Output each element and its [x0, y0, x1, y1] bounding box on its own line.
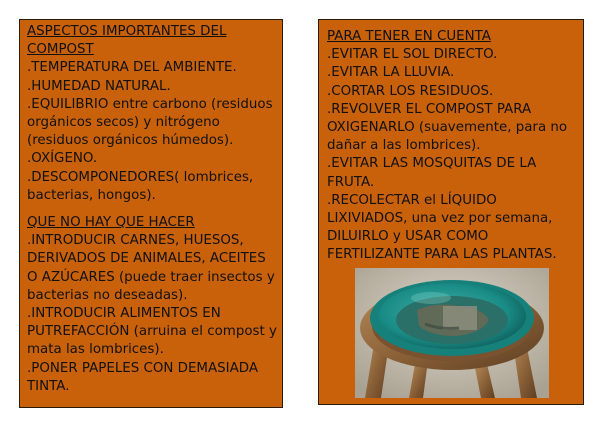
left-panel: [19, 19, 283, 408]
section-important-aspects: [27, 23, 278, 205]
list-item: .DESCOMPONEDORES( lombrices, bacterias, hongos).: [27, 169, 254, 203]
section-what-not-to-do: [27, 214, 278, 396]
list-item: .EVITAR LAS MOSQUITAS DE LA FRUTA.: [327, 156, 537, 190]
list-item: .INTRODUCIR CARNES, HUESOS, DERIVADOS DE ANIMALES, ACEITES O AZÚCARES (puede traer insectos y bacterias no deseadas).: [27, 233, 275, 303]
section-heading-important-aspects: ASPECTOS IMPORTANTES DEL COMPOST: [27, 24, 227, 58]
list-item: .INTRODUCIR ALIMENTOS EN PUTREFACCIÓN (arruina el compost y mata las lombrices).: [27, 306, 277, 358]
list-item: .RECOLECTAR el LÍQUIDO LIXIVIADOS, una vez por semana, DILUIRLO y USAR COMO FERTILIZANTE PARA LAS PLANTAS.: [327, 192, 557, 263]
list-item: .TEMPERATURA DEL AMBIENTE.: [27, 60, 237, 76]
list-item: .EVITAR LA LLUVIA.: [327, 65, 455, 81]
right-panel: [318, 19, 584, 405]
list-item: .CORTAR LOS RESIDUOS.: [327, 83, 494, 99]
list-item: .PONER PAPELES CON DEMASIADA TINTA.: [27, 360, 258, 394]
tray-on-wooden-stand-image: [355, 268, 549, 398]
list-item: .OXÍGENO.: [27, 151, 98, 167]
list-item: .HUMEDAD NATURAL.: [27, 78, 171, 94]
list-item: .EVITAR EL SOL DIRECTO.: [327, 47, 498, 63]
list-item: .EQUILIBRIO entre carbono (residuos orgánicos secos) y nitrógeno (residuos orgánicos húmedos).: [27, 96, 273, 149]
compost-leachate-tray-photo: [355, 268, 549, 398]
section-heading-keep-in-mind: PARA TENER EN CUENTA: [327, 29, 491, 44]
list-item: .REVOLVER EL COMPOST PARA OXIGENARLO (suavemente, para no dañar a las lombrices).: [327, 101, 568, 154]
section-heading-what-not-to-do: QUE NO HAY QUE HACER: [27, 215, 195, 231]
